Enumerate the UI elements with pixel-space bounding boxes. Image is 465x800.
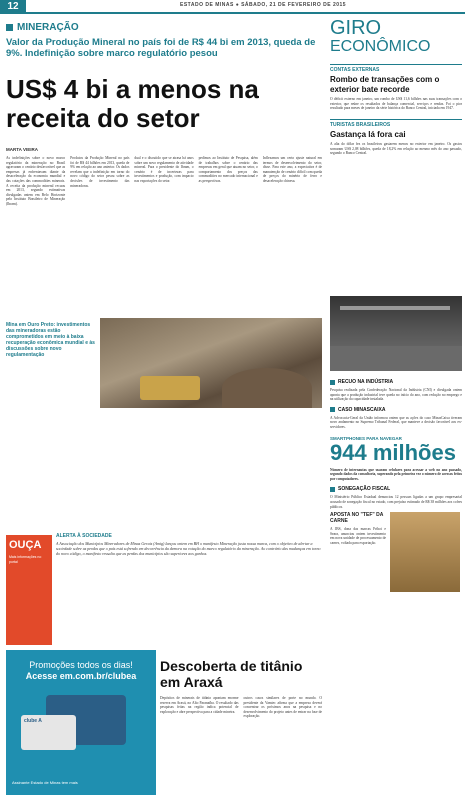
aposta-title: APOSTA NO "TEF" DA CARNE [330,512,384,525]
section-label-contas: CONTAS EXTERNAS [330,64,462,73]
alerta-text: A Associação dos Municípios Mineradores de Minas Gerais (Amig) lançou ontem em BH o manifesto Mineração justa nossa marca, com o objetivo de alertar a sociedade sobre as perdas que o país está sofrendo em decorrência da demora na votação do marco regulatório da mineração. Ao contrário das mudanças em torno do novo código, o manifesto ressalta que as perdas dos municípios são superiores aos ganhos. [56,541,321,557]
square-icon [330,487,335,492]
sonegacao-title [330,486,462,492]
titanium-story [160,658,322,719]
article-column-4: pedimos ao Instituto de Pesquisa, além de trabalhos sobre o cenário das empresas em geral que atuam no setor, o comportamento dos preços das commodities no mercado internacional e as perspectivas. [198,156,258,183]
square-icon [330,407,335,412]
article-columns [6,156,322,207]
article-column-2: Produtos da Produção Mineral no país foi de R$ 44 bilhões em 2013, queda de 9% em relação ao ano anterior. Os dados revelam que a indefinição em torno do novo código do setor pesou sobre as decisões de investimento das mineradoras. [70,156,130,188]
turistas-text: A alta do dólar fez os brasileiros gastarem menos no exterior em janeiro. Os gastos somaram US$ 2,08 bilhões, queda de 18,2% em relação ao mesmo mês do ano passado, segundo o Banco Central. [330,142,462,156]
industria-text: Pesquisa realizada pela Confederação Nacional da Indústria (CNI) e divulgada ontem aponta que a produção industrial teve queda no início do ano, com redução no emprego e na utilização da capacidade instalada. [330,388,462,402]
ouca-title: OUÇA [9,539,42,551]
minascaixa-label: CASO MINASCAIXA [338,406,386,413]
factory-floor [330,346,462,371]
main-article [6,22,322,207]
page-number: 12 [0,0,26,14]
article-column-5: Inflexamos um certo ajuste natural em termos de desenvolvimento do setor, disse. Para este ano, a expectativa é de manutenção de cenário difícil com queda de preços do minério de ferro e desaceleração chinesa. [262,156,323,183]
ore-pile [222,368,312,408]
article-column-3: dual e o discutido que se atrasa há anos sobre um novo regulamento de atividade mineral. Para o presidente do Ibram, o cenário é de incertezas para investimentos e produção, com impacto nas exportações do setor. [134,156,194,183]
section-kicker [6,22,322,33]
ouca-text: Mais informações no portal [9,555,42,564]
sonegacao-label: SONEGAÇÃO FISCAL [338,486,391,493]
meat-photo [390,512,460,592]
club-card-image-2 [21,715,76,750]
ouca-box[interactable] [6,535,52,645]
industria-title [330,379,462,385]
square-icon [330,380,335,385]
promo-ad[interactable] [6,650,156,795]
contas-text: O déficit externo em janeiro, um rombo de US$ 11,6 bilhões nas suas transações com o exterior, que reúne os resultados de balança comercial, serviços e rendas. Foi o pior resultado para meses de janeiro da série histórica do Banco Central, iniciada em 1947. [330,97,462,111]
industria-label: RECUO NA INDÚSTRIA [338,379,394,385]
section-label-turistas: TURISTAS BRASILEIROS [330,119,462,128]
mine-photo [100,318,322,408]
sonegacao-text: O Ministério Público Estadual denunciou 12 pessoas ligadas a um grupo empresarial acusado de sonegação fiscal no estado, com prejuízo estimado de R$ 38 milhões aos cofres públicos. [330,495,462,509]
article-subhead: Valor da Produção Mineral no país foi de R$ 44 bi em 2013, queda de 9%. Indefinição sobre marco regulatório pesou [6,37,316,59]
promo-brand: clube A [24,718,42,724]
smartphones-label: SMARTPHONES PARA NAVEGAR [330,435,402,441]
story2-headline: Descoberta de titânio em Araxá [160,658,303,690]
story2-column-2: outros casos similares de porte no mundo. O presidente da Vamtec afirma que a empresa deverá concentrar os próximos anos na pesquisa e no desenvolvimento do projeto antes de entrar na fase de exploração. [243,696,322,719]
aposta-box [330,512,462,592]
factory-beam [340,306,450,310]
giro-subtitle: ECONÔMICO [330,38,431,55]
minascaixa-title [330,407,462,413]
promo-foot: Assinante Estado de Minas tem mais [12,780,78,785]
story2-columns [160,696,322,719]
photo-caption: Mina em Ouro Preto: investimentos das mineradoras estão comprometidos em meio à baixa recuperação econômica mundial e às discussões sobre novo regulamentação [6,322,95,358]
mining-truck [140,376,200,400]
aposta-content [330,512,386,592]
byline: MARTA VIEIRA [6,147,38,152]
alerta-box [56,533,322,557]
giro-title: GIRO [330,17,382,39]
giro-economico [330,18,462,156]
minascaixa-text: A Advocacia-Geral da União informou ontem que as ações do caso MinasCaixa tiveram novo andamento no Supremo Tribunal Federal, que manteve a decisão favorável aos ex-servidores. [330,415,462,429]
industry-photo [330,296,462,371]
alerta-title: ALERTA À SOCIEDADE [56,533,112,539]
promo-line1: Promoções todos os dias! [29,660,133,670]
article-column-1: As indefinições sobre o novo marco regulatório da mineração no Brasil agravaram o cenário desfavorável que as empresas já enfrentavam diante da desaceleração da economia mundial e das cotações das commodities minerais. A receita da produção mineral recuou em 2013, segundo estimativas divulgadas ontem em Belo Horizonte pelo Instituto Brasileiro de Mineração (Ibram). [6,156,66,206]
contas-headline: Rombo de transações com o exterior bate recorde [330,75,440,94]
promo-line2[interactable]: Acesse em.com.br/clubea [25,671,137,681]
big-number: 944 milhões [330,439,456,465]
article-headline: US$ 4 bi a menos na receita do setor [6,74,259,133]
aposta-text: A JBS, dona das marcas Friboi e Seara, anunciou ontem investimento em nova unidade de processamento de carnes, voltada para exportação. [330,527,386,545]
square-icon [6,24,13,31]
kicker-label: MINERAÇÃO [17,22,79,33]
masthead: ESTADO DE MINAS ● SÁBADO, 21 DE FEVEREIRO DE 2015 [180,2,347,8]
big-number-text: Número de internautas que usaram celulares para acessar a web no ano passado, segundo dados da consultoria, superando pela primeira vez o número de acessos feitos por computadores. [330,467,462,481]
top-bar [0,0,465,14]
turistas-headline: Gastança lá fora cai [330,129,406,139]
story2-column-1: Depósitos de minerais de titânio apontam enorme reserva em Araxá, no Alto Paranaíba. O resultado das pesquisas feitas na região indica potencial de exploração e abre perspectiva para a cidade mineira. [160,696,239,714]
right-bottom [330,374,462,592]
